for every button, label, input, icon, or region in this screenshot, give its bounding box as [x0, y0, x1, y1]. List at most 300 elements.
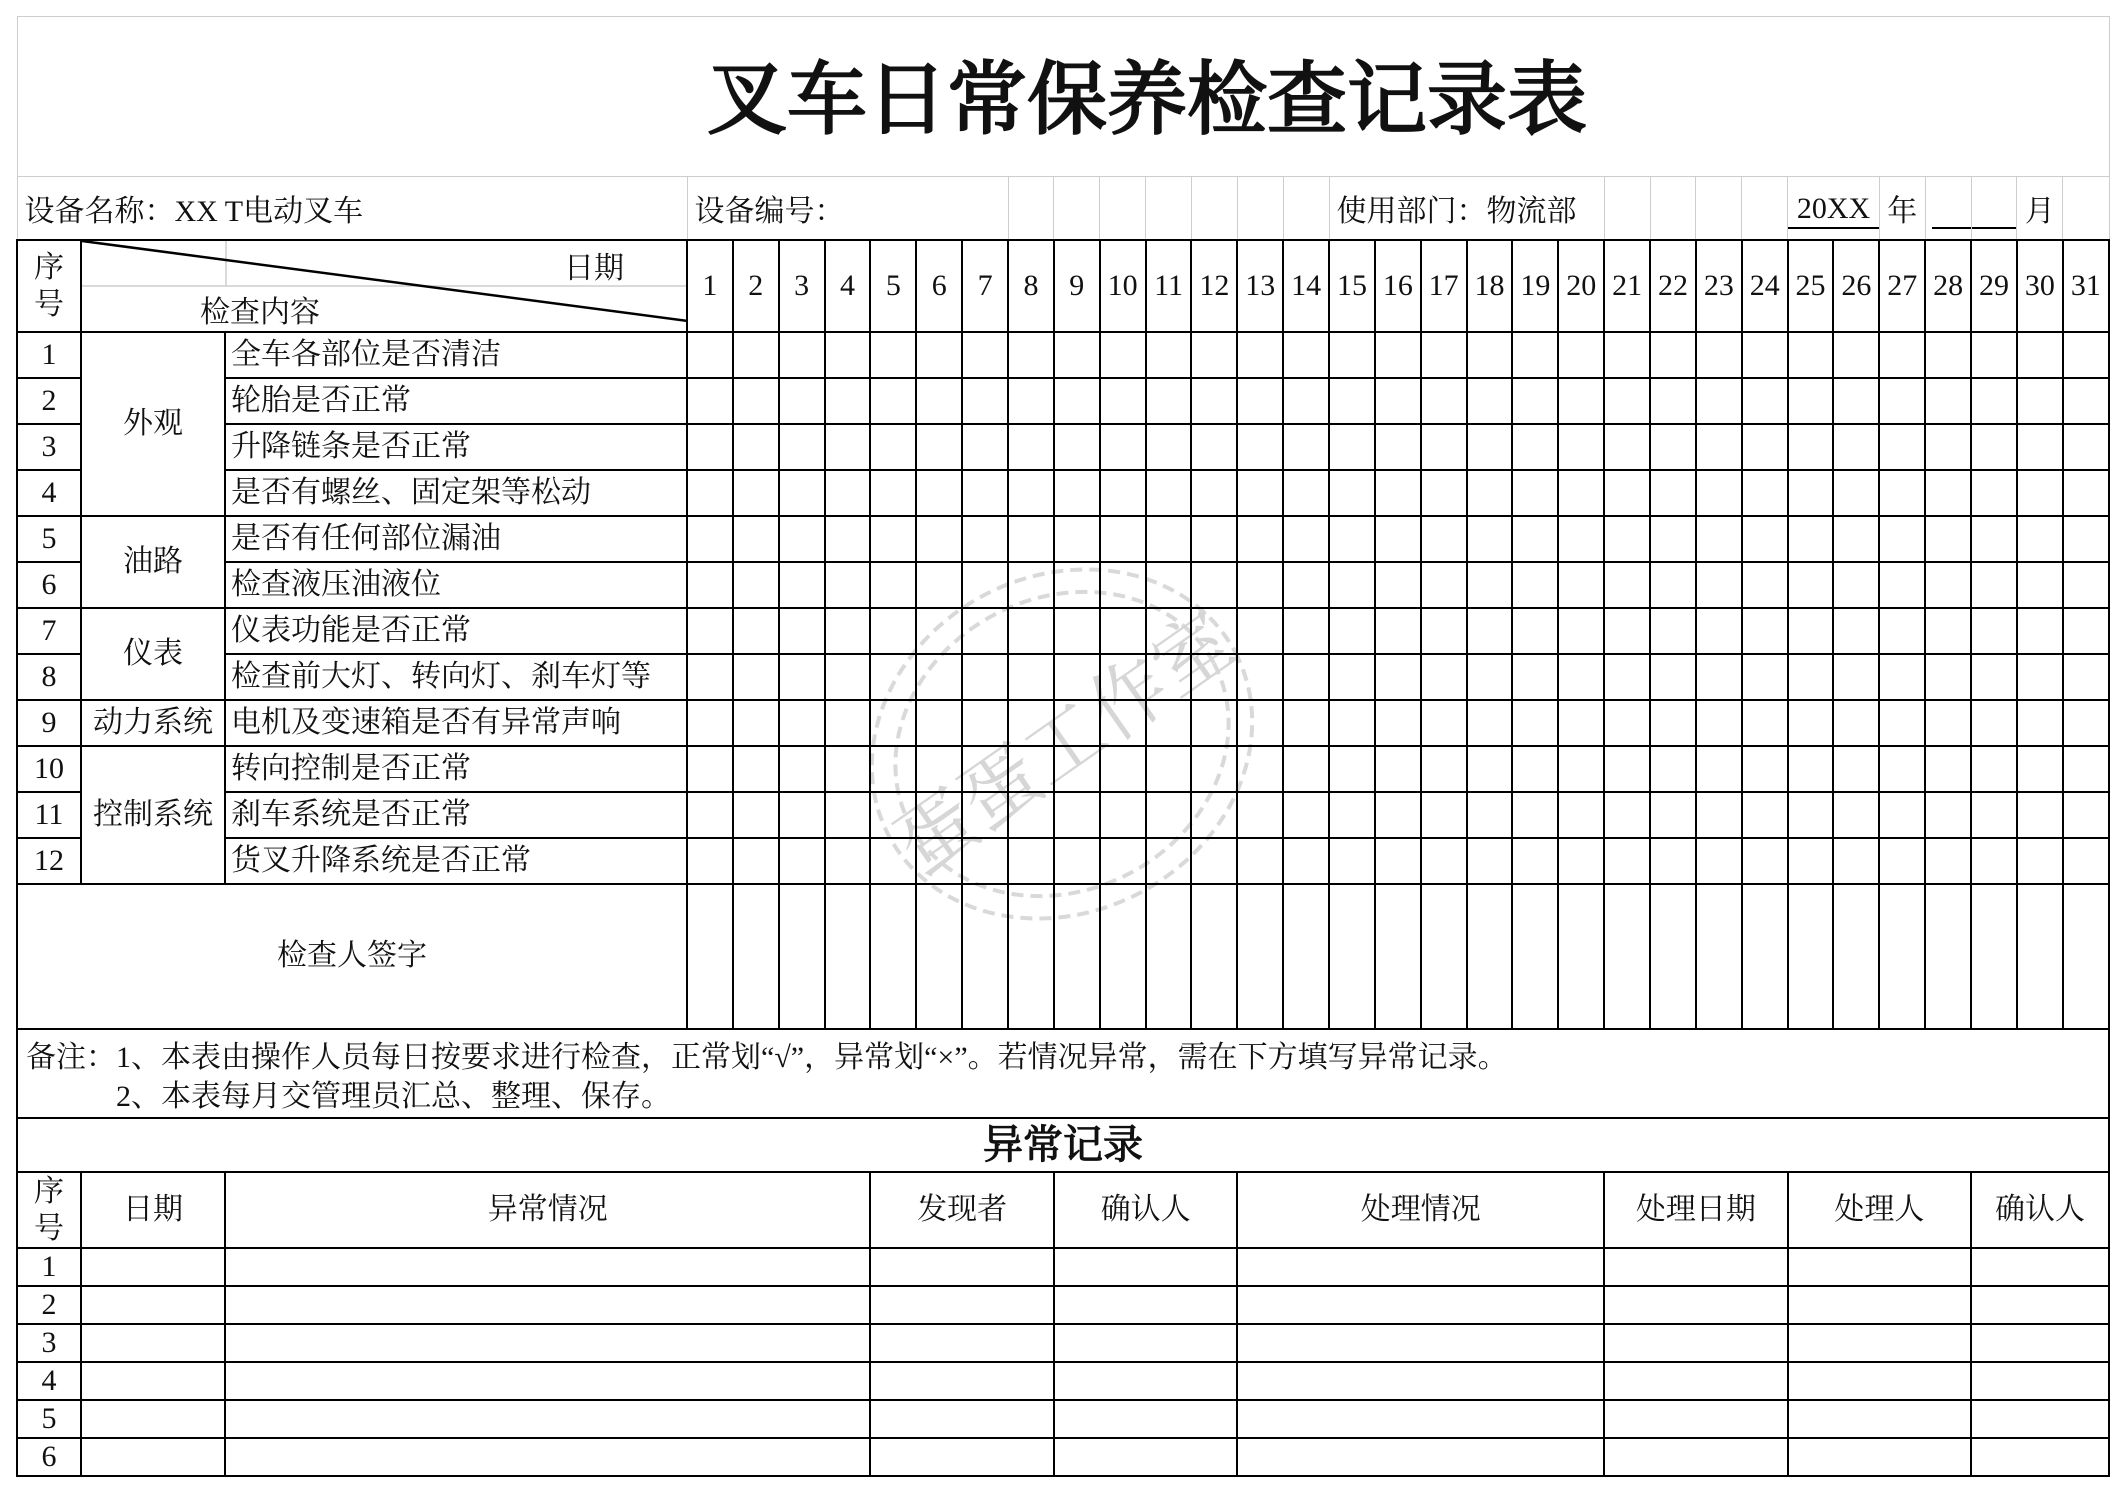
- check-cell[interactable]: [2017, 516, 2063, 562]
- check-cell[interactable]: [1467, 424, 1513, 470]
- check-cell[interactable]: [1100, 746, 1146, 792]
- check-cell[interactable]: [1100, 838, 1146, 884]
- exception-handling-date-cell[interactable]: [1604, 1438, 1787, 1476]
- check-cell[interactable]: [1604, 608, 1650, 654]
- check-cell[interactable]: [1879, 424, 1925, 470]
- check-cell[interactable]: [1467, 746, 1513, 792]
- check-cell[interactable]: [1237, 792, 1283, 838]
- exception-handling-date-cell[interactable]: [1604, 1248, 1787, 1286]
- check-cell[interactable]: [1146, 746, 1192, 792]
- check-cell[interactable]: [2017, 470, 2063, 516]
- check-cell[interactable]: [1054, 700, 1100, 746]
- check-cell[interactable]: [1283, 838, 1329, 884]
- check-cell[interactable]: [687, 654, 733, 700]
- check-cell[interactable]: [1421, 838, 1467, 884]
- check-cell[interactable]: [1879, 792, 1925, 838]
- check-cell[interactable]: [870, 516, 916, 562]
- signature-cell[interactable]: [1008, 884, 1054, 1029]
- signature-cell[interactable]: [1054, 884, 1100, 1029]
- check-cell[interactable]: [1237, 424, 1283, 470]
- signature-cell[interactable]: [1375, 884, 1421, 1029]
- check-cell[interactable]: [1146, 424, 1192, 470]
- check-cell[interactable]: [1375, 562, 1421, 608]
- check-cell[interactable]: [1100, 332, 1146, 378]
- check-cell[interactable]: [1833, 746, 1879, 792]
- check-cell[interactable]: [1742, 378, 1788, 424]
- check-cell[interactable]: [687, 838, 733, 884]
- check-cell[interactable]: [1558, 332, 1604, 378]
- check-cell[interactable]: [825, 838, 871, 884]
- check-cell[interactable]: [1375, 470, 1421, 516]
- check-cell[interactable]: [1558, 516, 1604, 562]
- check-cell[interactable]: [1925, 746, 1971, 792]
- check-cell[interactable]: [1833, 470, 1879, 516]
- check-cell[interactable]: [825, 654, 871, 700]
- check-cell[interactable]: [2017, 332, 2063, 378]
- signature-cell[interactable]: [1558, 884, 1604, 1029]
- check-cell[interactable]: [1008, 332, 1054, 378]
- check-cell[interactable]: [733, 424, 779, 470]
- check-cell[interactable]: [1971, 792, 2017, 838]
- check-cell[interactable]: [1604, 838, 1650, 884]
- check-cell[interactable]: [1467, 378, 1513, 424]
- check-cell[interactable]: [1558, 654, 1604, 700]
- check-cell[interactable]: [2017, 838, 2063, 884]
- check-cell[interactable]: [1925, 332, 1971, 378]
- exception-finder-cell[interactable]: [870, 1248, 1053, 1286]
- check-cell[interactable]: [779, 654, 825, 700]
- check-cell[interactable]: [1146, 792, 1192, 838]
- check-cell[interactable]: [870, 746, 916, 792]
- check-cell[interactable]: [1650, 424, 1696, 470]
- check-cell[interactable]: [1008, 470, 1054, 516]
- check-cell[interactable]: [1971, 424, 2017, 470]
- check-cell[interactable]: [1879, 332, 1925, 378]
- check-cell[interactable]: [1512, 746, 1558, 792]
- check-cell[interactable]: [1971, 562, 2017, 608]
- check-cell[interactable]: [1054, 378, 1100, 424]
- exception-handler-cell[interactable]: [1788, 1362, 1971, 1400]
- check-cell[interactable]: [1742, 654, 1788, 700]
- check-cell[interactable]: [825, 700, 871, 746]
- check-cell[interactable]: [1329, 746, 1375, 792]
- check-cell[interactable]: [1375, 332, 1421, 378]
- exception-date-cell[interactable]: [81, 1248, 225, 1286]
- check-cell[interactable]: [1971, 470, 2017, 516]
- check-cell[interactable]: [1696, 792, 1742, 838]
- check-cell[interactable]: [962, 516, 1008, 562]
- check-cell[interactable]: [733, 516, 779, 562]
- check-cell[interactable]: [779, 516, 825, 562]
- check-cell[interactable]: [1467, 516, 1513, 562]
- check-cell[interactable]: [870, 700, 916, 746]
- check-cell[interactable]: [1512, 838, 1558, 884]
- check-cell[interactable]: [825, 516, 871, 562]
- check-cell[interactable]: [962, 700, 1008, 746]
- check-cell[interactable]: [1054, 792, 1100, 838]
- check-cell[interactable]: [1375, 516, 1421, 562]
- check-cell[interactable]: [1925, 516, 1971, 562]
- signature-cell[interactable]: [1650, 884, 1696, 1029]
- check-cell[interactable]: [1008, 700, 1054, 746]
- check-cell[interactable]: [779, 792, 825, 838]
- check-cell[interactable]: [1146, 378, 1192, 424]
- check-cell[interactable]: [1329, 608, 1375, 654]
- exception-description-cell[interactable]: [225, 1248, 870, 1286]
- check-cell[interactable]: [2017, 562, 2063, 608]
- check-cell[interactable]: [1650, 746, 1696, 792]
- check-cell[interactable]: [1650, 792, 1696, 838]
- check-cell[interactable]: [1329, 562, 1375, 608]
- signature-cell[interactable]: [1191, 884, 1237, 1029]
- check-cell[interactable]: [1971, 608, 2017, 654]
- check-cell[interactable]: [1421, 792, 1467, 838]
- check-cell[interactable]: [1237, 608, 1283, 654]
- check-cell[interactable]: [1421, 516, 1467, 562]
- check-cell[interactable]: [1925, 378, 1971, 424]
- check-cell[interactable]: [1696, 608, 1742, 654]
- exception-date-cell[interactable]: [81, 1362, 225, 1400]
- check-cell[interactable]: [1283, 700, 1329, 746]
- check-cell[interactable]: [1467, 700, 1513, 746]
- check-cell[interactable]: [962, 378, 1008, 424]
- check-cell[interactable]: [1283, 562, 1329, 608]
- check-cell[interactable]: [1604, 792, 1650, 838]
- check-cell[interactable]: [1054, 654, 1100, 700]
- check-cell[interactable]: [1558, 470, 1604, 516]
- check-cell[interactable]: [1283, 792, 1329, 838]
- check-cell[interactable]: [1008, 792, 1054, 838]
- check-cell[interactable]: [962, 424, 1008, 470]
- check-cell[interactable]: [1512, 608, 1558, 654]
- equipment-name-field[interactable]: [17, 177, 687, 240]
- check-cell[interactable]: [1191, 700, 1237, 746]
- check-cell[interactable]: [1604, 424, 1650, 470]
- check-cell[interactable]: [2063, 792, 2109, 838]
- check-cell[interactable]: [1925, 838, 1971, 884]
- check-cell[interactable]: [2063, 746, 2109, 792]
- check-cell[interactable]: [1879, 470, 1925, 516]
- check-cell[interactable]: [1329, 792, 1375, 838]
- check-cell[interactable]: [1971, 516, 2017, 562]
- check-cell[interactable]: [1191, 424, 1237, 470]
- check-cell[interactable]: [1512, 470, 1558, 516]
- exception-confirmer-cell[interactable]: [1054, 1324, 1237, 1362]
- check-cell[interactable]: [1604, 332, 1650, 378]
- exception-final-confirmer-cell[interactable]: [1971, 1286, 2109, 1324]
- check-cell[interactable]: [1650, 700, 1696, 746]
- check-cell[interactable]: [1696, 654, 1742, 700]
- check-cell[interactable]: [1283, 378, 1329, 424]
- signature-cell[interactable]: [1467, 884, 1513, 1029]
- check-cell[interactable]: [1971, 654, 2017, 700]
- check-cell[interactable]: [1971, 746, 2017, 792]
- check-cell[interactable]: [1329, 378, 1375, 424]
- check-cell[interactable]: [1329, 700, 1375, 746]
- check-cell[interactable]: [1375, 424, 1421, 470]
- check-cell[interactable]: [1375, 746, 1421, 792]
- check-cell[interactable]: [1833, 424, 1879, 470]
- check-cell[interactable]: [870, 838, 916, 884]
- check-cell[interactable]: [1558, 838, 1604, 884]
- exception-finder-cell[interactable]: [870, 1400, 1053, 1438]
- check-cell[interactable]: [1100, 700, 1146, 746]
- check-cell[interactable]: [962, 792, 1008, 838]
- check-cell[interactable]: [916, 470, 962, 516]
- check-cell[interactable]: [1650, 654, 1696, 700]
- check-cell[interactable]: [779, 608, 825, 654]
- exception-handling-cell[interactable]: [1237, 1248, 1604, 1286]
- check-cell[interactable]: [1237, 562, 1283, 608]
- check-cell[interactable]: [733, 746, 779, 792]
- check-cell[interactable]: [1512, 516, 1558, 562]
- check-cell[interactable]: [687, 700, 733, 746]
- check-cell[interactable]: [1833, 516, 1879, 562]
- check-cell[interactable]: [1191, 746, 1237, 792]
- signature-cell[interactable]: [1925, 884, 1971, 1029]
- check-cell[interactable]: [1558, 608, 1604, 654]
- check-cell[interactable]: [825, 332, 871, 378]
- exception-confirmer-cell[interactable]: [1054, 1248, 1237, 1286]
- signature-cell[interactable]: [1879, 884, 1925, 1029]
- exception-handling-cell[interactable]: [1237, 1286, 1604, 1324]
- check-cell[interactable]: [870, 470, 916, 516]
- check-cell[interactable]: [1925, 654, 1971, 700]
- check-cell[interactable]: [916, 378, 962, 424]
- check-cell[interactable]: [1788, 700, 1834, 746]
- exception-description-cell[interactable]: [225, 1438, 870, 1476]
- check-cell[interactable]: [1283, 654, 1329, 700]
- check-cell[interactable]: [1742, 470, 1788, 516]
- check-cell[interactable]: [2063, 608, 2109, 654]
- check-cell[interactable]: [1329, 424, 1375, 470]
- check-cell[interactable]: [2063, 516, 2109, 562]
- check-cell[interactable]: [1604, 654, 1650, 700]
- check-cell[interactable]: [687, 792, 733, 838]
- check-cell[interactable]: [1237, 700, 1283, 746]
- check-cell[interactable]: [1512, 792, 1558, 838]
- check-cell[interactable]: [733, 608, 779, 654]
- check-cell[interactable]: [870, 424, 916, 470]
- check-cell[interactable]: [1742, 424, 1788, 470]
- check-cell[interactable]: [1467, 332, 1513, 378]
- check-cell[interactable]: [1375, 378, 1421, 424]
- check-cell[interactable]: [687, 424, 733, 470]
- check-cell[interactable]: [1191, 608, 1237, 654]
- check-cell[interactable]: [1100, 792, 1146, 838]
- check-cell[interactable]: [1742, 332, 1788, 378]
- check-cell[interactable]: [1375, 792, 1421, 838]
- signature-cell[interactable]: [962, 884, 1008, 1029]
- check-cell[interactable]: [1788, 516, 1834, 562]
- month-field[interactable]: [1925, 177, 1971, 240]
- check-cell[interactable]: [1833, 608, 1879, 654]
- check-cell[interactable]: [1421, 332, 1467, 378]
- check-cell[interactable]: [1742, 792, 1788, 838]
- check-cell[interactable]: [1879, 700, 1925, 746]
- check-cell[interactable]: [1696, 378, 1742, 424]
- check-cell[interactable]: [1191, 378, 1237, 424]
- check-cell[interactable]: [1742, 746, 1788, 792]
- check-cell[interactable]: [1008, 654, 1054, 700]
- signature-cell[interactable]: [1696, 884, 1742, 1029]
- exception-finder-cell[interactable]: [870, 1438, 1053, 1476]
- check-cell[interactable]: [1833, 562, 1879, 608]
- check-cell[interactable]: [1558, 792, 1604, 838]
- check-cell[interactable]: [1146, 608, 1192, 654]
- exception-handling-date-cell[interactable]: [1604, 1400, 1787, 1438]
- check-cell[interactable]: [1650, 332, 1696, 378]
- check-cell[interactable]: [1604, 562, 1650, 608]
- check-cell[interactable]: [1191, 838, 1237, 884]
- check-cell[interactable]: [1879, 746, 1925, 792]
- check-cell[interactable]: [1054, 424, 1100, 470]
- check-cell[interactable]: [733, 378, 779, 424]
- check-cell[interactable]: [916, 424, 962, 470]
- check-cell[interactable]: [733, 792, 779, 838]
- check-cell[interactable]: [733, 470, 779, 516]
- check-cell[interactable]: [1650, 378, 1696, 424]
- check-cell[interactable]: [779, 746, 825, 792]
- check-cell[interactable]: [2063, 654, 2109, 700]
- signature-cell[interactable]: [1146, 884, 1192, 1029]
- exception-handler-cell[interactable]: [1788, 1400, 1971, 1438]
- check-cell[interactable]: [779, 700, 825, 746]
- check-cell[interactable]: [1237, 654, 1283, 700]
- check-cell[interactable]: [1833, 332, 1879, 378]
- check-cell[interactable]: [687, 332, 733, 378]
- exception-confirmer-cell[interactable]: [1054, 1438, 1237, 1476]
- check-cell[interactable]: [1512, 562, 1558, 608]
- signature-cell[interactable]: [1237, 884, 1283, 1029]
- exception-finder-cell[interactable]: [870, 1362, 1053, 1400]
- exception-handler-cell[interactable]: [1788, 1438, 1971, 1476]
- check-cell[interactable]: [2017, 792, 2063, 838]
- check-cell[interactable]: [1100, 378, 1146, 424]
- signature-cell[interactable]: [687, 884, 733, 1029]
- exception-handling-date-cell[interactable]: [1604, 1324, 1787, 1362]
- check-cell[interactable]: [2017, 608, 2063, 654]
- check-cell[interactable]: [1146, 470, 1192, 516]
- check-cell[interactable]: [1467, 608, 1513, 654]
- check-cell[interactable]: [1650, 516, 1696, 562]
- check-cell[interactable]: [1788, 378, 1834, 424]
- signature-cell[interactable]: [1100, 884, 1146, 1029]
- check-cell[interactable]: [1054, 470, 1100, 516]
- check-cell[interactable]: [2017, 424, 2063, 470]
- check-cell[interactable]: [733, 838, 779, 884]
- check-cell[interactable]: [1512, 378, 1558, 424]
- exception-description-cell[interactable]: [225, 1286, 870, 1324]
- check-cell[interactable]: [1100, 470, 1146, 516]
- exception-date-cell[interactable]: [81, 1324, 225, 1362]
- check-cell[interactable]: [1925, 608, 1971, 654]
- check-cell[interactable]: [916, 792, 962, 838]
- check-cell[interactable]: [1696, 470, 1742, 516]
- equipment-no-field[interactable]: [687, 177, 1008, 240]
- check-cell[interactable]: [1879, 654, 1925, 700]
- check-cell[interactable]: [733, 562, 779, 608]
- check-cell[interactable]: [1604, 470, 1650, 516]
- check-cell[interactable]: [916, 608, 962, 654]
- check-cell[interactable]: [1650, 562, 1696, 608]
- exception-handling-cell[interactable]: [1237, 1324, 1604, 1362]
- check-cell[interactable]: [825, 562, 871, 608]
- check-cell[interactable]: [1788, 838, 1834, 884]
- check-cell[interactable]: [1237, 378, 1283, 424]
- check-cell[interactable]: [962, 470, 1008, 516]
- check-cell[interactable]: [2063, 838, 2109, 884]
- signature-cell[interactable]: [733, 884, 779, 1029]
- check-cell[interactable]: [1421, 562, 1467, 608]
- check-cell[interactable]: [1375, 654, 1421, 700]
- check-cell[interactable]: [1604, 700, 1650, 746]
- check-cell[interactable]: [1879, 562, 1925, 608]
- check-cell[interactable]: [2063, 424, 2109, 470]
- check-cell[interactable]: [1100, 562, 1146, 608]
- check-cell[interactable]: [1650, 608, 1696, 654]
- exception-finder-cell[interactable]: [870, 1286, 1053, 1324]
- check-cell[interactable]: [1879, 516, 1925, 562]
- exception-final-confirmer-cell[interactable]: [1971, 1248, 2109, 1286]
- exception-handling-cell[interactable]: [1237, 1362, 1604, 1400]
- check-cell[interactable]: [1146, 838, 1192, 884]
- check-cell[interactable]: [1467, 792, 1513, 838]
- check-cell[interactable]: [1283, 332, 1329, 378]
- check-cell[interactable]: [1237, 746, 1283, 792]
- exception-final-confirmer-cell[interactable]: [1971, 1438, 2109, 1476]
- check-cell[interactable]: [1100, 654, 1146, 700]
- check-cell[interactable]: [1467, 654, 1513, 700]
- exception-date-cell[interactable]: [81, 1438, 225, 1476]
- check-cell[interactable]: [1008, 424, 1054, 470]
- check-cell[interactable]: [1833, 792, 1879, 838]
- check-cell[interactable]: [1467, 562, 1513, 608]
- check-cell[interactable]: [1008, 516, 1054, 562]
- check-cell[interactable]: [1879, 608, 1925, 654]
- year-field[interactable]: [1788, 177, 1880, 240]
- check-cell[interactable]: [1421, 746, 1467, 792]
- check-cell[interactable]: [1283, 608, 1329, 654]
- check-cell[interactable]: [1512, 424, 1558, 470]
- check-cell[interactable]: [1788, 470, 1834, 516]
- check-cell[interactable]: [1650, 838, 1696, 884]
- check-cell[interactable]: [1512, 654, 1558, 700]
- check-cell[interactable]: [1191, 470, 1237, 516]
- check-cell[interactable]: [1971, 332, 2017, 378]
- check-cell[interactable]: [1788, 424, 1834, 470]
- check-cell[interactable]: [2017, 700, 2063, 746]
- check-cell[interactable]: [1650, 470, 1696, 516]
- check-cell[interactable]: [1971, 378, 2017, 424]
- check-cell[interactable]: [916, 746, 962, 792]
- check-cell[interactable]: [1329, 332, 1375, 378]
- exception-confirmer-cell[interactable]: [1054, 1286, 1237, 1324]
- check-cell[interactable]: [1512, 332, 1558, 378]
- check-cell[interactable]: [1283, 470, 1329, 516]
- check-cell[interactable]: [779, 470, 825, 516]
- check-cell[interactable]: [1008, 562, 1054, 608]
- check-cell[interactable]: [1283, 424, 1329, 470]
- check-cell[interactable]: [1237, 838, 1283, 884]
- exception-confirmer-cell[interactable]: [1054, 1362, 1237, 1400]
- check-cell[interactable]: [1467, 838, 1513, 884]
- exception-handling-date-cell[interactable]: [1604, 1286, 1787, 1324]
- check-cell[interactable]: [1696, 700, 1742, 746]
- check-cell[interactable]: [1191, 654, 1237, 700]
- check-cell[interactable]: [1146, 332, 1192, 378]
- signature-cell[interactable]: [825, 884, 871, 1029]
